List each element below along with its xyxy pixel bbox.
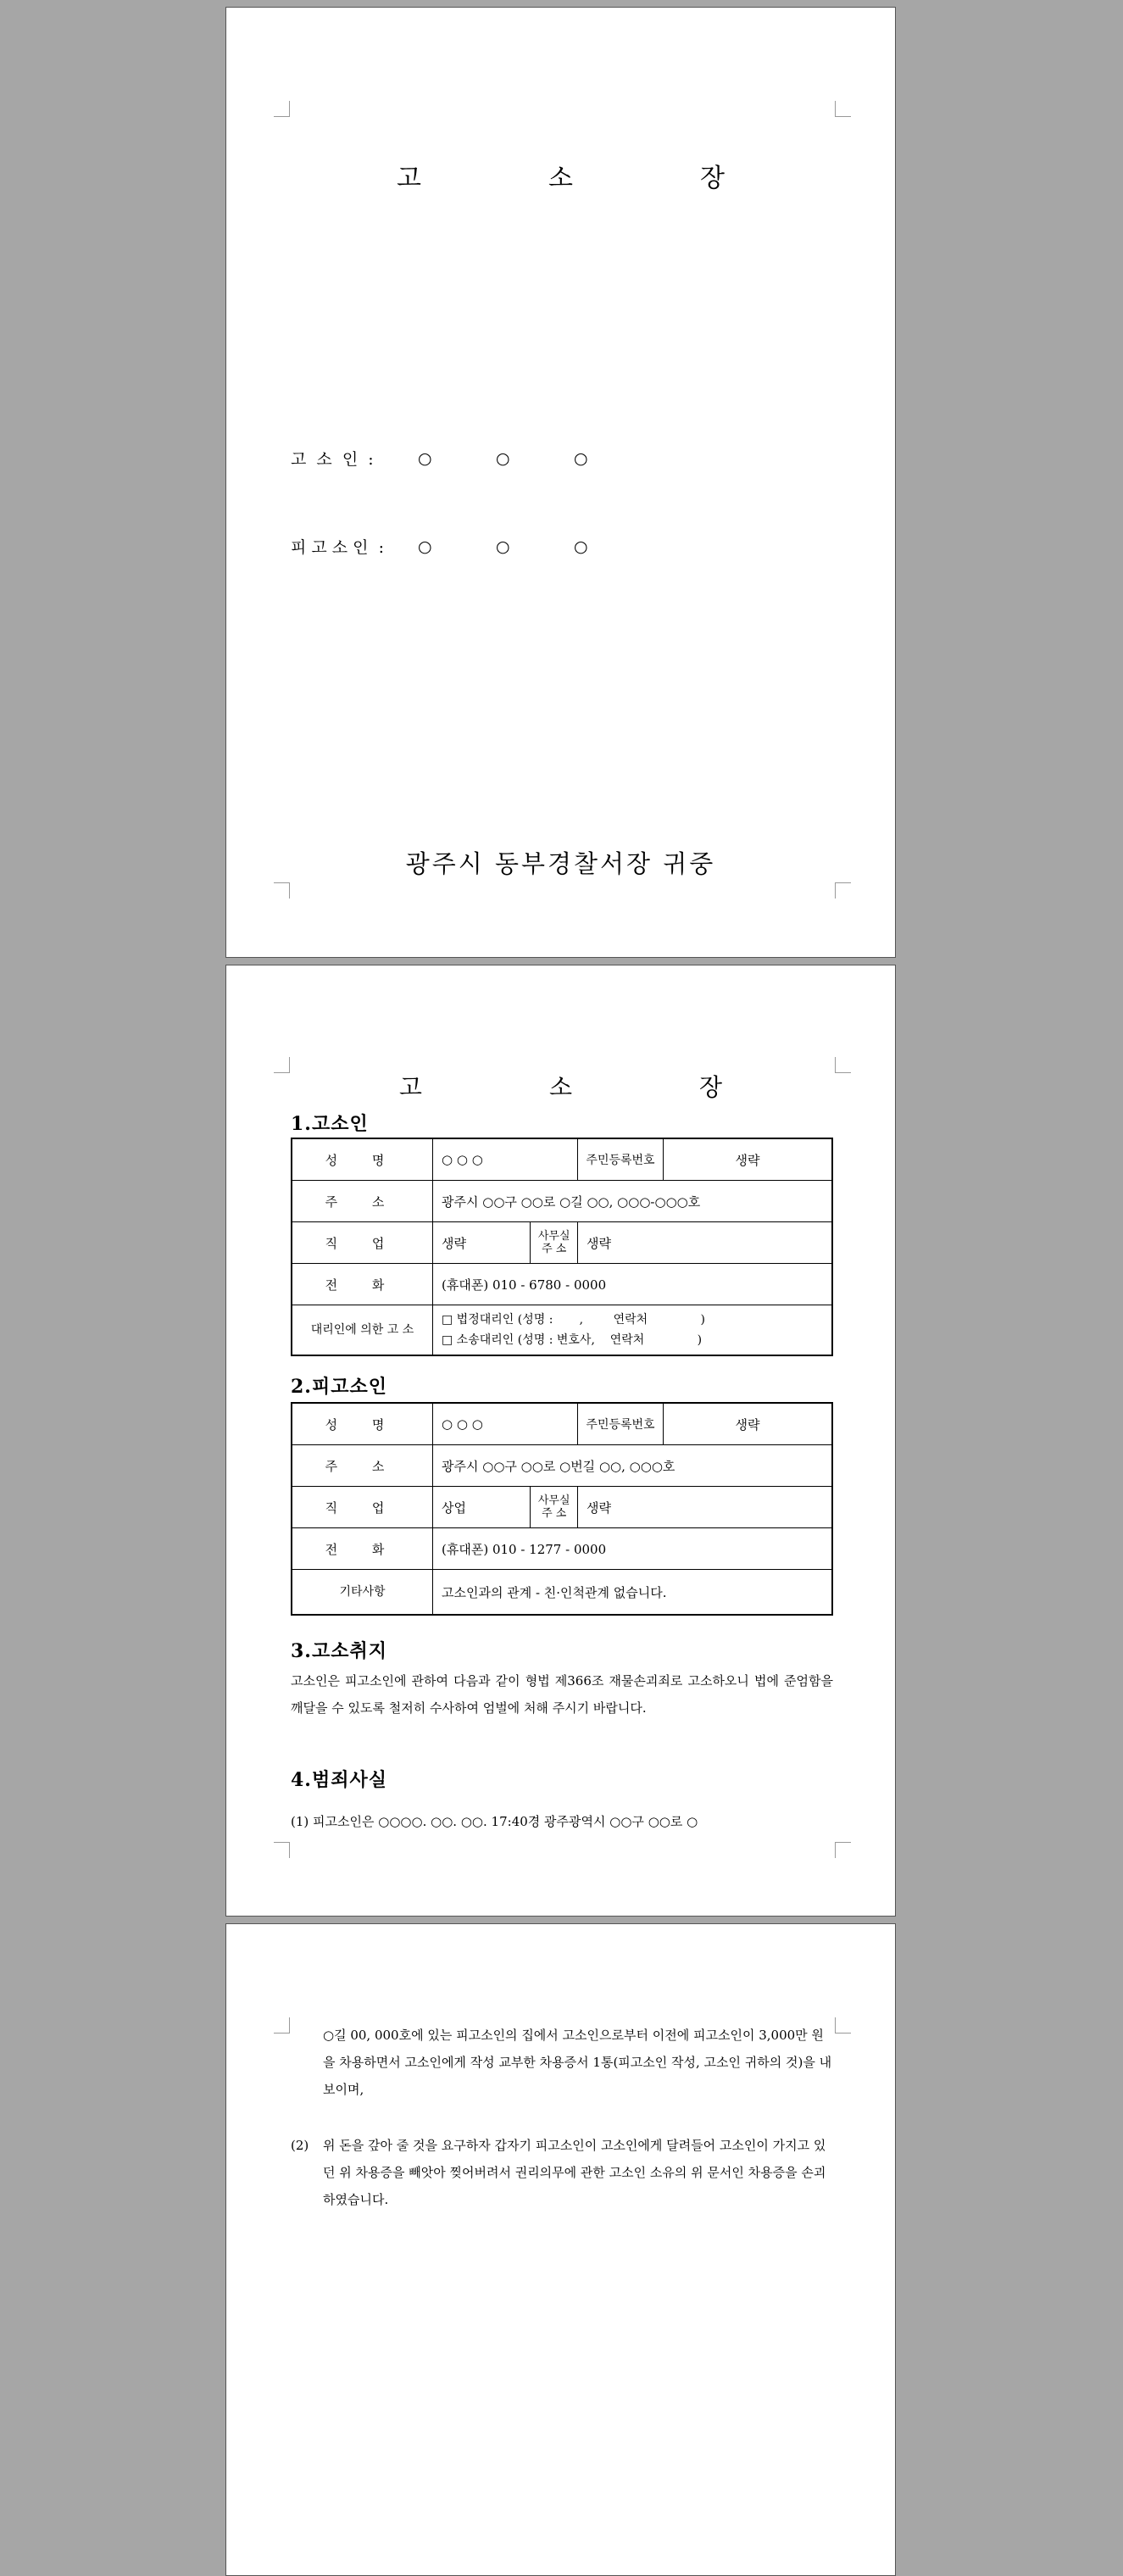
crop-mark <box>274 101 290 117</box>
table-row <box>292 1487 832 1528</box>
cell-label: 성 명 <box>292 1138 433 1181</box>
name-char: ○ <box>496 537 510 556</box>
title-char: 소 <box>548 164 573 193</box>
title-char: 장 <box>699 1073 723 1101</box>
accused-table <box>291 1402 833 1616</box>
section-4-item-2 <box>291 2132 833 2213</box>
title-char: 소 <box>548 1073 573 1101</box>
agent-line: □ 법정대리인 (성명 : , 연락처 ) <box>442 1313 705 1327</box>
title-char: 고 <box>397 164 421 193</box>
document-title <box>226 157 895 194</box>
cell-label: 직 업 <box>292 1222 433 1264</box>
cell-value: 생략 <box>578 1222 833 1264</box>
name-char: ○ <box>574 537 588 556</box>
table-row <box>292 1222 832 1264</box>
table-row <box>292 1305 832 1356</box>
cell-label: 주 소 <box>292 1445 433 1487</box>
name-char: ○ <box>496 448 510 468</box>
cell-value: 생략 <box>578 1487 833 1528</box>
complainant-label: 고 소 인 : <box>291 450 374 469</box>
cell-value: 광주시 ○○구 ○○로 ○길 ○○, ○○○-○○○호 <box>433 1181 833 1222</box>
cell-value: ○ ○ ○ <box>433 1138 578 1181</box>
item-text: 위 돈을 갚아 줄 것을 요구하자 갑자기 피고소인이 고소인에게 달려들어 고소인이 가지고 있던 위 차용증을 빼앗아 찢어버려서 권리의무에 관한 고소인 소유의 위 문서인 차용증을 손괴하였습니다. <box>323 2138 826 2207</box>
agent-line: □ 소송대리인 (성명 : 변호사, 연락처 ) <box>442 1333 703 1347</box>
cell-label: 사무실 주 소 <box>531 1222 578 1264</box>
table-row <box>292 1403 832 1445</box>
cell-value: 생략 <box>664 1138 833 1181</box>
section-4-item-1-start: (1) 피고소인은 ○○○○. ○○. ○○. 17:40경 광주광역시 ○○구 ○○로 ○ <box>291 1814 698 1829</box>
cell-value: (휴대폰) 010 - 1277 - 0000 <box>433 1528 833 1570</box>
table-row <box>292 1528 832 1570</box>
document-page-1 <box>225 7 896 958</box>
section-3-text: 고소인은 피고소인에 관하여 다음과 같이 형법 제366조 재물손괴죄로 고소하오니 법에 준엄함을 깨달을 수 있도록 철저히 수사하여 엄벌에 처해 주시기 바랍니다. <box>291 1673 833 1716</box>
table-row <box>292 1445 832 1487</box>
cell-label: 주민등록번호 <box>578 1403 664 1445</box>
complainant-table <box>291 1138 833 1356</box>
cell-value <box>433 1305 833 1356</box>
accused-label: 피 고 소 인 : <box>291 538 385 557</box>
title-char: 고 <box>398 1073 422 1101</box>
crop-mark <box>835 1842 851 1858</box>
name-char: ○ <box>574 448 588 468</box>
accused-row <box>291 535 652 558</box>
crop-mark <box>835 101 851 117</box>
table-row <box>292 1570 832 1616</box>
item-number: (2) <box>291 2138 309 2153</box>
cell-label: 주 소 <box>292 1181 433 1222</box>
complainant-row <box>291 447 652 470</box>
section-3-heading: 3.고소취지 <box>291 1640 387 1662</box>
cell-value: 생략 <box>433 1222 531 1264</box>
section-4-heading: 4.범죄사실 <box>291 1769 387 1791</box>
name-char: ○ <box>418 537 432 556</box>
cell-value: 상업 <box>433 1487 531 1528</box>
section-2-heading: 2.피고소인 <box>291 1376 387 1398</box>
crop-mark <box>274 2017 290 2034</box>
cell-label: 기타사항 <box>292 1570 433 1616</box>
crop-mark <box>274 1842 290 1858</box>
cell-label: 전 화 <box>292 1264 433 1305</box>
document-page-3 <box>225 1923 896 2576</box>
table-row <box>292 1264 832 1305</box>
cell-label: 성 명 <box>292 1403 433 1445</box>
cell-value: 고소인과의 관계 - 친·인척관계 없습니다. <box>433 1570 833 1616</box>
crop-mark <box>835 882 851 899</box>
document-page-2 <box>225 965 896 1917</box>
cell-value: (휴대폰) 010 - 6780 - 0000 <box>433 1264 833 1305</box>
document-title <box>226 1069 895 1103</box>
addressee: 광주시 동부경찰서장 귀중 <box>405 849 716 878</box>
section-1-heading: 1.고소인 <box>291 1113 369 1135</box>
cell-value: 생략 <box>664 1403 833 1445</box>
section-4-item-1-continued: ○길 00, 000호에 있는 피고소인의 집에서 고소인으로부터 이전에 피고소인이 3,000만 원을 차용하면서 고소인에게 작성 교부한 차용증서 1통(피고소인 작성, 고소인 귀하의 것)을 내보이며, <box>323 2028 832 2097</box>
crop-mark <box>835 2017 851 2034</box>
table-row <box>292 1181 832 1222</box>
crop-mark <box>274 882 290 899</box>
name-char: ○ <box>418 448 432 468</box>
cell-value: ○ ○ ○ <box>433 1403 578 1445</box>
title-char: 장 <box>699 164 725 193</box>
cell-label: 직 업 <box>292 1487 433 1528</box>
cell-label: 대리인에 의한 고 소 <box>292 1305 433 1356</box>
cell-label: 사무실 주 소 <box>531 1487 578 1528</box>
cell-label: 주민등록번호 <box>578 1138 664 1181</box>
table-row <box>292 1138 832 1181</box>
cell-label: 전 화 <box>292 1528 433 1570</box>
cell-value: 광주시 ○○구 ○○로 ○번길 ○○, ○○○호 <box>433 1445 833 1487</box>
